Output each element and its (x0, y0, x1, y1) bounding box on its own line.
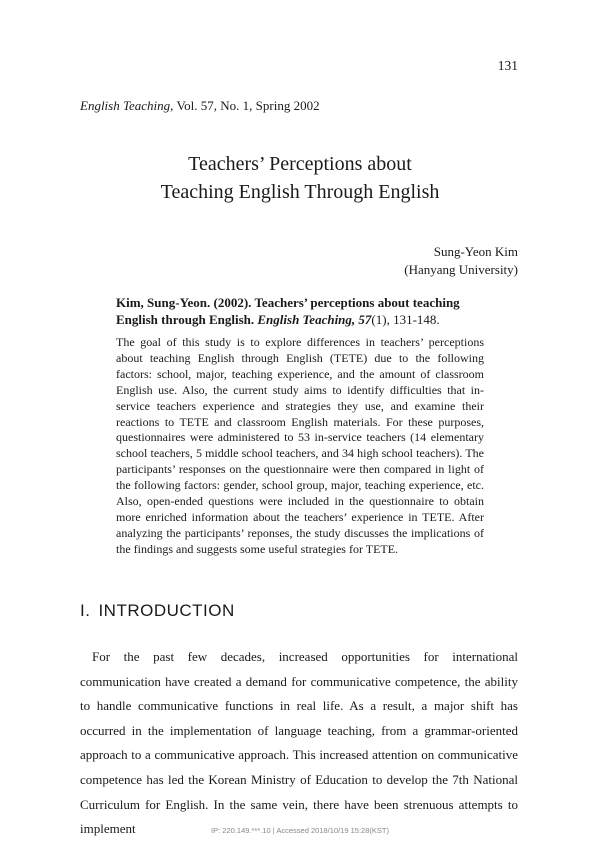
citation-prefix: Kim, Sung-Yeon. (2002). Teachers’ perceptions about teaching English through English. (116, 295, 460, 327)
section-number: I. (80, 601, 91, 620)
journal-header (80, 98, 320, 114)
article-title (0, 150, 600, 206)
citation-volume: 57 (358, 312, 372, 327)
author-block (404, 243, 518, 279)
author-name: Sung-Yeon Kim (433, 244, 518, 259)
journal-name: English Teaching, (80, 98, 174, 113)
section-title: INTRODUCTION (98, 601, 235, 620)
abstract: The goal of this study is to explore differences in teachers’ perceptions about teaching English through English (TETE) due to the following factors: school, major, teaching experience, and the amount of classroom English use. Also, the current study aims to identify difficulties that in-service teachers experience and strategies they use, and examine their reactions to TETE and classroom English materials. For these purposes, questionnaires were administered to 53 in-service teachers (14 elementary school teachers, 5 middle school teachers, and 34 high school teachers). The participants’ responses on the questionnaire were then compared in light of the following factors: gender, school group, major, teaching experience, etc. Also, open-ended questions were included in the questionnaire to obtain more enriched information about the teachers’ experience in TETE. After analyzing the participants’ reponses, the study discusses the implications of the findings and suggests some useful strategies for TETE. (116, 335, 484, 556)
citation-journal: English Teaching, (257, 312, 356, 327)
title-line-1: Teachers’ Perceptions about (188, 153, 412, 175)
journal-details: Vol. 57, No. 1, Spring 2002 (176, 98, 320, 113)
access-footer: IP: 220.149.***.10 | Accessed 2018/10/19 15:28(KST) (211, 826, 389, 835)
citation (116, 294, 484, 328)
citation-suffix: (1), 131-148. (371, 312, 440, 327)
body-paragraph: For the past few decades, increased opportunities for international communication have created a demand for communicative competence, the ability to handle communicative functions in real life. As a result, a major shift has occurred in the implementation of language teaching, from a grammar-oriented approach to a communicative approach. This increased attention on communicative competence has led the Korean Ministry of Education to develop the 7th National Curriculum for English. In the same vein, there have been strenuous attempts to implement (80, 649, 518, 837)
section-heading (80, 601, 235, 621)
author-affiliation: (Hanyang University) (404, 262, 518, 277)
title-line-2: Teaching English Through English (160, 181, 440, 203)
page-number: 131 (497, 58, 518, 73)
